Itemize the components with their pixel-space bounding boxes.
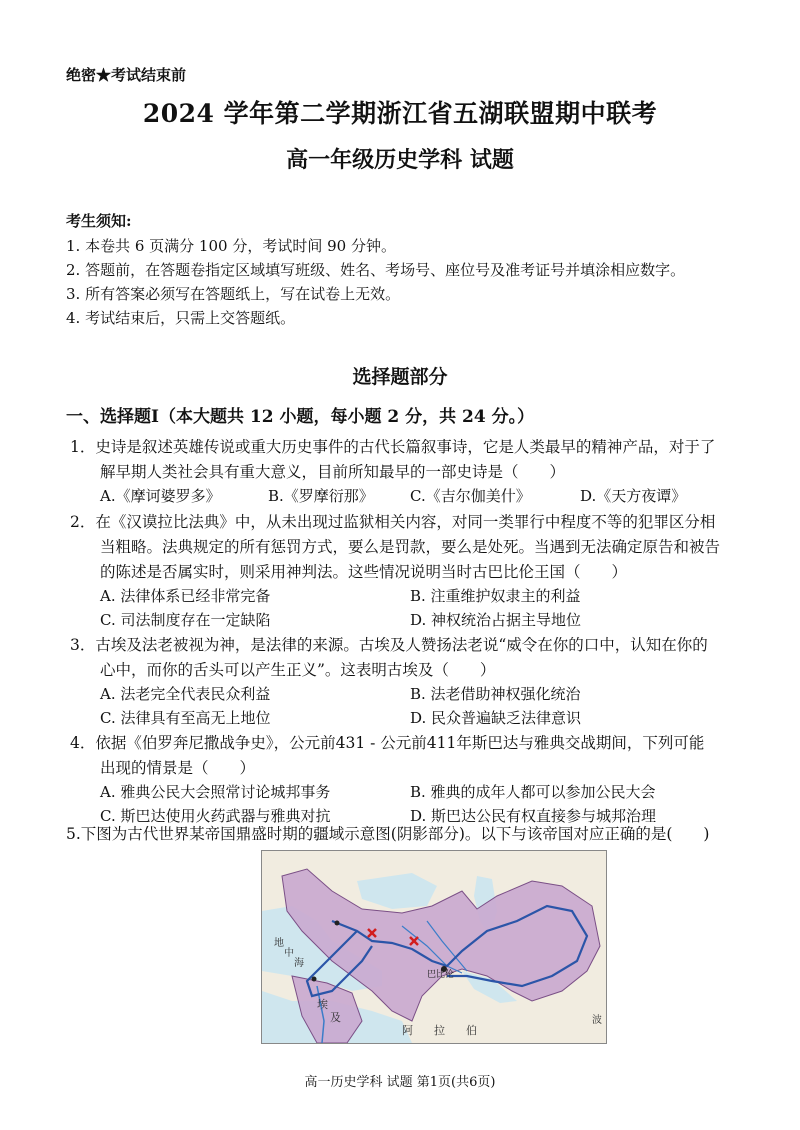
question-1-line: 1．史诗是叙述英雄传说或重大历史事件的古代长篇叙事诗，它是人类最早的精神产品，对于了 [70, 438, 716, 456]
notice-item: 1. 本卷共 6 页满分 100 分，考试时间 90 分钟。 [66, 237, 396, 255]
question-2-line: 2．在《汉谟拉比法典》中，从未出现过监狱相关内容，对同一类罪行中程度不等的犯罪区分相 [70, 513, 716, 531]
map-label: 巴比伦 [427, 970, 455, 980]
empire-map [261, 850, 607, 1044]
map-label: 拉 [434, 1024, 445, 1037]
question-4-option-c: C. 斯巴达使用火药武器与雅典对抗 [100, 807, 331, 825]
question-2-line: 当粗略。法典规定的所有惩罚方式，要么是罚款，要么是处死。当遇到无法确定原告和被告 [100, 538, 721, 556]
question-5-line: 5.下图为古代世界某帝国鼎盛时期的疆域示意图(阴影部分)。以下与该帝国对应正确的是( ) [66, 825, 710, 843]
exam-title: 2024 学年第二学期浙江省五湖联盟期中联考 [142, 99, 658, 128]
map-label: 阿 [402, 1024, 413, 1037]
map-label: 海 [294, 958, 304, 969]
notice-item: 4. 考试结束后，只需上交答题纸。 [66, 309, 296, 327]
question-4-option-d: D. 斯巴达公民有权直接参与城邦治理 [410, 807, 657, 825]
question-1-line: 解早期人类社会具有重大意义，目前所知最早的一部史诗是（ ） [100, 463, 566, 481]
question-4-line: 4．依据《伯罗奔尼撒战争史》，公元前431 - 公元前411年斯巴达与雅典交战期间，下列可能 [70, 734, 705, 752]
map-label: 波 [592, 1015, 602, 1026]
question-3-option-d: D. 民众普遍缺乏法律意识 [410, 709, 582, 727]
question-1-option-b: B.《罗摩衍那》 [268, 487, 374, 505]
question-1-option-d: D.《天方夜谭》 [580, 487, 687, 505]
city-dot [312, 977, 317, 982]
city-dot [335, 921, 340, 926]
question-3-option-c: C. 法律具有至高无上地位 [100, 709, 271, 727]
question-3-option-a: A. 法老完全代表民众利益 [100, 685, 271, 703]
page-footer: 高一历史学科 试题 第1页(共6页) [304, 1075, 496, 1090]
map-label: 中 [284, 948, 294, 959]
notice-item: 2. 答题前，在答题卷指定区域填写班级、姓名、考场号、座位号及准考证号并填涂相应数字。 [66, 261, 686, 279]
exam-subtitle: 高一年级历史学科 试题 [286, 147, 514, 173]
section-title: 选择题部分 [352, 366, 448, 388]
question-4-option-a: A. 雅典公民大会照常讨论城邦事务 [100, 783, 331, 801]
confidential-mark: 绝密★考试结束前 [66, 66, 187, 84]
map-label: 伯 [466, 1024, 477, 1037]
question-1-option-c: C.《吉尔伽美什》 [410, 487, 531, 505]
question-3-line: 心中，而你的舌头可以产生正义”。这表明古埃及（ ） [100, 661, 496, 679]
question-2-option-d: D. 神权统治占据主导地位 [410, 611, 582, 629]
question-2-option-b: B. 注重维护奴隶主的利益 [410, 587, 581, 605]
map-label: 地 [274, 938, 284, 949]
question-2-option-c: C. 司法制度存在一定缺陷 [100, 611, 271, 629]
question-2-option-a: A. 法律体系已经非常完备 [100, 587, 271, 605]
question-2-line: 的陈述是否属实时，则采用神判法。这些情况说明当时古巴比伦王国（ ） [100, 563, 628, 581]
map-label: 埃 [317, 998, 328, 1011]
empire-map-svg [262, 851, 606, 1043]
question-1-option-a: A.《摩诃婆罗多》 [100, 487, 221, 505]
question-3-line: 3．古埃及法老被视为神，是法律的来源。古埃及人赞扬法老说“威令在你的口中，认知在你的 [70, 636, 708, 654]
question-4-option-b: B. 雅典的成年人都可以参加公民大会 [410, 783, 656, 801]
notice-heading: 考生须知: [66, 212, 132, 230]
question-3-option-b: B. 法老借助神权强化统治 [410, 685, 581, 703]
part-title: 一、选择题Ⅰ（本大题共 12 小题，每小题 2 分，共 24 分。） [66, 407, 535, 427]
notice-item: 3. 所有答案必须写在答题纸上，写在试卷上无效。 [66, 285, 401, 303]
question-4-line: 出现的情景是（ ） [100, 759, 256, 777]
map-label: 及 [330, 1011, 341, 1024]
